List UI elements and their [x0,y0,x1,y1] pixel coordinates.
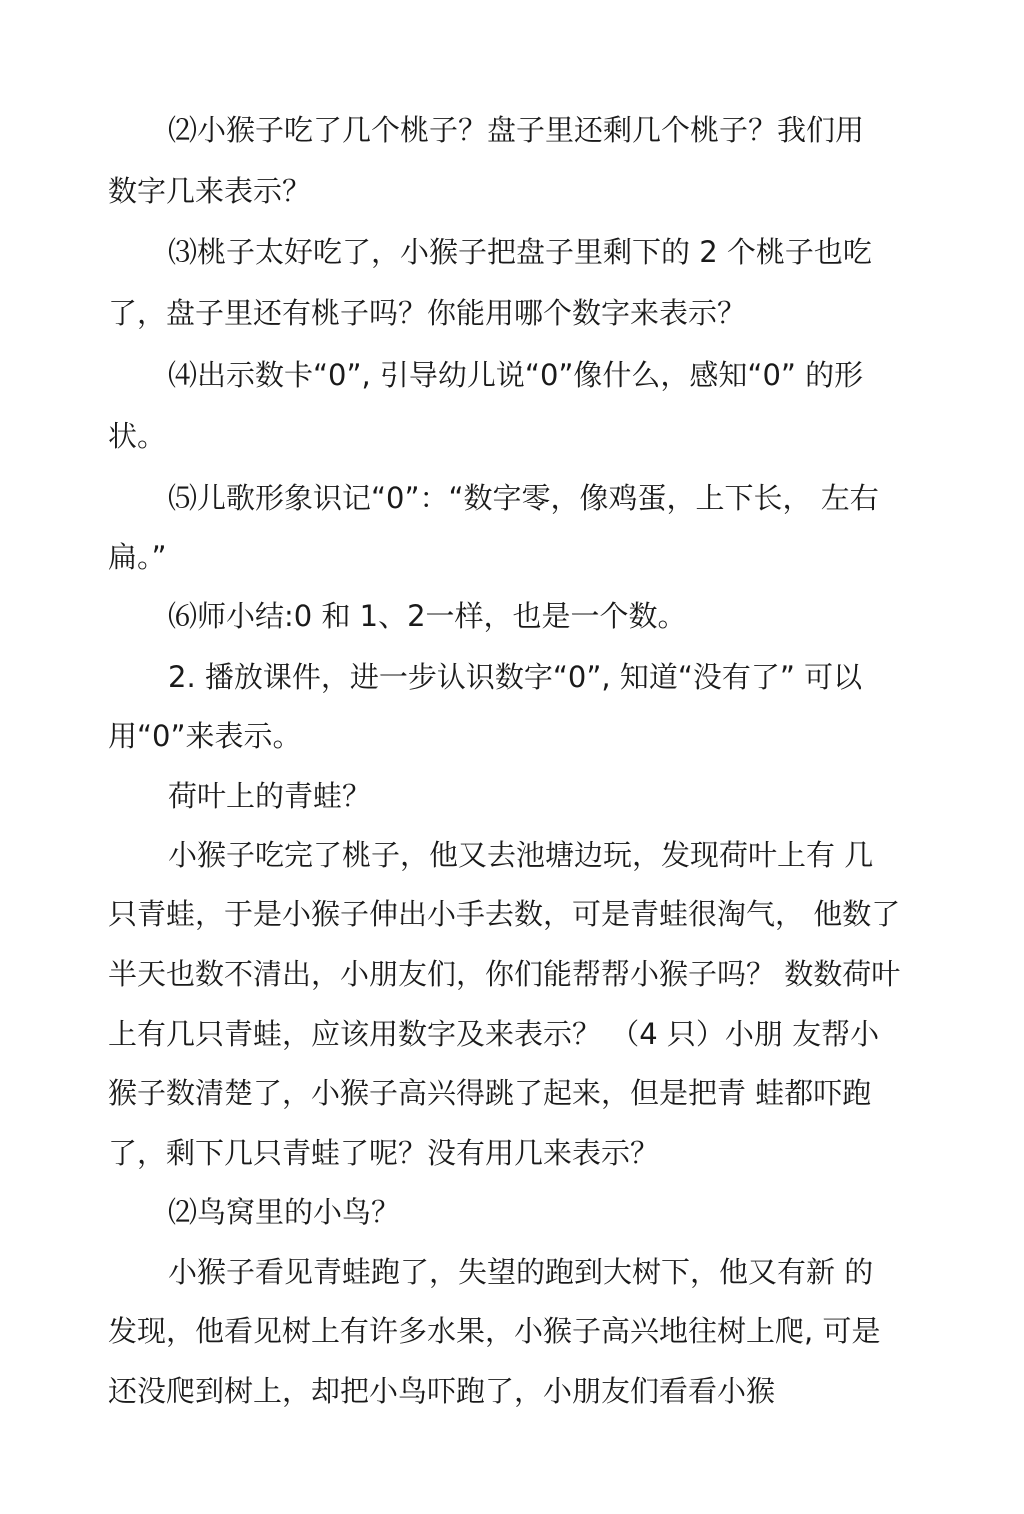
paragraph-line: 扁。” [108,540,167,574]
paragraph-line: 还没爬到树上，却把小鸟吓跑了，小朋友们看看小猴 [108,1374,776,1408]
paragraph-line: 小猴子看见青蛙跑了，失望的跑到大树下，他又有新 的 [168,1255,874,1289]
paragraph-line: 发现，他看见树上有许多水果，小猴子高兴地往树上爬, 可是 [108,1314,881,1348]
paragraph-line: 了，剩下几只青蛙了呢？没有用几来表示？ [108,1136,660,1170]
paragraph-line: 用“0”来表示。 [108,719,302,753]
section-heading: ⑵鸟窝里的小鸟？ [168,1195,401,1229]
paragraph-line: ⑸儿歌形象识记“0”：“数字零，像鸡蛋，上下长， 左右 [168,481,879,515]
section-heading: 荷叶上的青蛙？ [168,779,372,813]
paragraph-line: 了，盘子里还有桃子吗？你能用哪个数字来表示？ [108,296,747,330]
paragraph-line: 半天也数不清出，小朋友们，你们能帮帮小猴子吗？ 数数荷叶 [108,957,901,991]
paragraph-line: 2. 播放课件，进一步认识数字“0”, 知道“没有了” 可以 [168,660,863,694]
paragraph-line: ⑹师小结:0 和 1、2一样，也是一个数。 [168,599,687,633]
paragraph-line: 小猴子吃完了桃子，他又去池塘边玩，发现荷叶上有 几 [168,838,874,872]
paragraph-line: 上有几只青蛙，应该用数字及来表示？ （4 只）小朋 友帮小 [108,1017,880,1051]
paragraph-line: 只青蛙，于是小猴子伸出小手去数，可是青蛙很淘气， 他数了 [108,897,901,931]
paragraph-line: ⑶桃子太好吃了，小猴子把盘子里剩下的 2 个桃子也吃 [168,235,872,269]
paragraph-line: 猴子数清楚了，小猴子高兴得跳了起来，但是把青 蛙都吓跑 [108,1076,872,1110]
paragraph-line: ⑷出示数卡“0”, 引导幼儿说“0”像什么，感知“0” 的形 [168,358,864,392]
paragraph-line: 状。 [108,419,167,453]
paragraph-line: ⑵小猴子吃了几个桃子？盘子里还剩几个桃子？我们用 [168,113,865,147]
paragraph-line: 数字几来表示？ [108,174,312,208]
